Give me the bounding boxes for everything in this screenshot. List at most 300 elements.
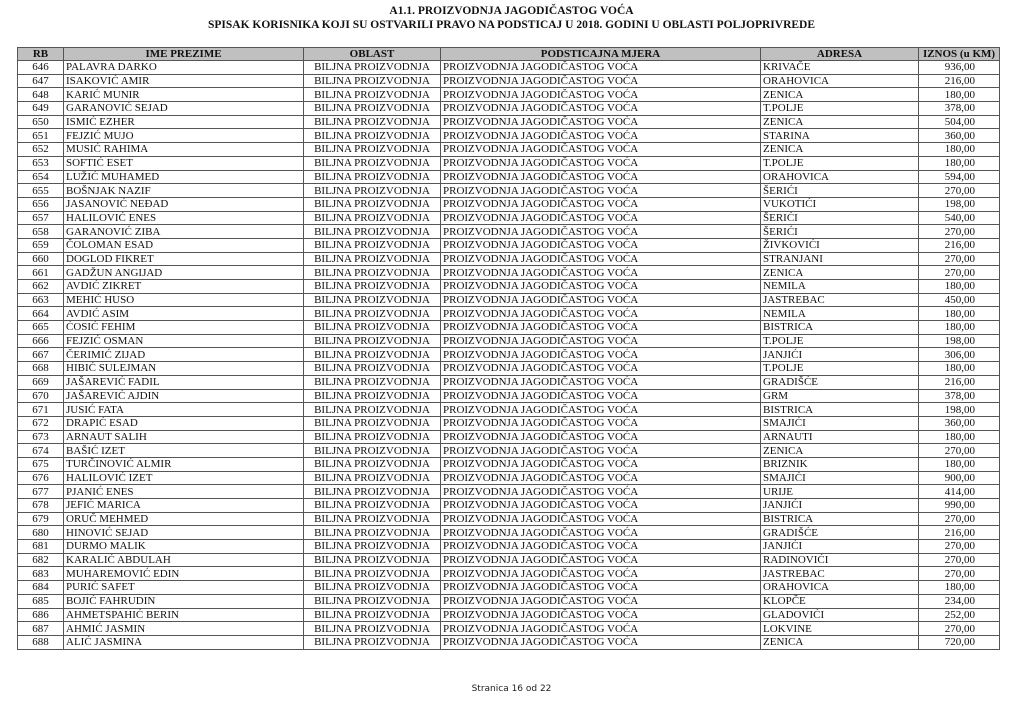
cell-mjera: PROIZVODNJA JAGODIČASTOG VOĆA xyxy=(441,389,761,403)
cell-oblast: BILJNA PROIZVODNJA xyxy=(304,61,441,75)
cell-mjera: PROIZVODNJA JAGODIČASTOG VOĆA xyxy=(441,512,761,526)
cell-iznos: 216,00 xyxy=(919,74,1000,88)
cell-adresa: ARNAUTI xyxy=(761,430,919,444)
cell-iznos: 360,00 xyxy=(919,416,1000,430)
cell-mjera: PROIZVODNJA JAGODIČASTOG VOĆA xyxy=(441,553,761,567)
cell-rb: 656 xyxy=(18,197,64,211)
cell-iznos: 180,00 xyxy=(919,321,1000,335)
cell-iznos: 270,00 xyxy=(919,444,1000,458)
cell-rb: 659 xyxy=(18,238,64,252)
cell-oblast: BILJNA PROIZVODNJA xyxy=(304,622,441,636)
table-row xyxy=(18,74,1000,88)
cell-oblast: BILJNA PROIZVODNJA xyxy=(304,280,441,294)
cell-oblast: BILJNA PROIZVODNJA xyxy=(304,115,441,129)
cell-rb: 663 xyxy=(18,293,64,307)
cell-adresa: SMAJIĆI xyxy=(761,416,919,430)
cell-iznos: 360,00 xyxy=(919,129,1000,143)
cell-oblast: BILJNA PROIZVODNJA xyxy=(304,416,441,430)
cell-adresa: NEMILA xyxy=(761,280,919,294)
table-row xyxy=(18,348,1000,362)
cell-adresa: BISTRICA xyxy=(761,321,919,335)
cell-adresa: ZENICA xyxy=(761,635,919,649)
cell-rb: 688 xyxy=(18,635,64,649)
table-row xyxy=(18,416,1000,430)
cell-name: FEJZIĆ OSMAN xyxy=(64,334,304,348)
cell-iznos: 720,00 xyxy=(919,635,1000,649)
cell-mjera: PROIZVODNJA JAGODIČASTOG VOĆA xyxy=(441,485,761,499)
cell-name: MEHIĆ HUSO xyxy=(64,293,304,307)
cell-rb: 675 xyxy=(18,457,64,471)
cell-rb: 667 xyxy=(18,348,64,362)
cell-mjera: PROIZVODNJA JAGODIČASTOG VOĆA xyxy=(441,540,761,554)
cell-mjera: PROIZVODNJA JAGODIČASTOG VOĆA xyxy=(441,156,761,170)
cell-adresa: ŽIVKOVIĆI xyxy=(761,238,919,252)
cell-iznos: 180,00 xyxy=(919,143,1000,157)
cell-adresa: JASTREBAC xyxy=(761,567,919,581)
table-row xyxy=(18,266,1000,280)
table-row xyxy=(18,156,1000,170)
cell-iznos: 198,00 xyxy=(919,197,1000,211)
cell-name: FEJZIĆ MUJO xyxy=(64,129,304,143)
cell-iznos: 990,00 xyxy=(919,499,1000,513)
cell-mjera: PROIZVODNJA JAGODIČASTOG VOĆA xyxy=(441,622,761,636)
cell-adresa: NEMILA xyxy=(761,307,919,321)
cell-mjera: PROIZVODNJA JAGODIČASTOG VOĆA xyxy=(441,403,761,417)
cell-iznos: 180,00 xyxy=(919,88,1000,102)
table-row xyxy=(18,553,1000,567)
table-row xyxy=(18,485,1000,499)
cell-mjera: PROIZVODNJA JAGODIČASTOG VOĆA xyxy=(441,61,761,75)
cell-mjera: PROIZVODNJA JAGODIČASTOG VOĆA xyxy=(441,184,761,198)
cell-adresa: T.POLJE xyxy=(761,102,919,116)
cell-iznos: 270,00 xyxy=(919,184,1000,198)
cell-oblast: BILJNA PROIZVODNJA xyxy=(304,567,441,581)
cell-rb: 650 xyxy=(18,115,64,129)
cell-oblast: BILJNA PROIZVODNJA xyxy=(304,184,441,198)
cell-rb: 685 xyxy=(18,594,64,608)
cell-adresa: ZENICA xyxy=(761,266,919,280)
table-row xyxy=(18,143,1000,157)
table-body xyxy=(18,61,1000,650)
cell-mjera: PROIZVODNJA JAGODIČASTOG VOĆA xyxy=(441,88,761,102)
cell-iznos: 270,00 xyxy=(919,225,1000,239)
cell-oblast: BILJNA PROIZVODNJA xyxy=(304,307,441,321)
cell-iznos: 252,00 xyxy=(919,608,1000,622)
document-title: A1.1. PROIZVODNJA JAGODIČASTOG VOĆA xyxy=(389,5,634,17)
cell-oblast: BILJNA PROIZVODNJA xyxy=(304,403,441,417)
table-row xyxy=(18,293,1000,307)
cell-rb: 660 xyxy=(18,252,64,266)
table-row xyxy=(18,512,1000,526)
cell-iznos: 198,00 xyxy=(919,403,1000,417)
table-row xyxy=(18,389,1000,403)
table-row xyxy=(18,115,1000,129)
table-row xyxy=(18,622,1000,636)
cell-adresa: ORAHOVICA xyxy=(761,581,919,595)
cell-name: ISMIĆ EZHER xyxy=(64,115,304,129)
cell-rb: 684 xyxy=(18,581,64,595)
cell-iznos: 270,00 xyxy=(919,540,1000,554)
cell-iznos: 936,00 xyxy=(919,61,1000,75)
cell-iznos: 180,00 xyxy=(919,581,1000,595)
cell-name: TURČINOVIĆ ALMIR xyxy=(64,457,304,471)
cell-oblast: BILJNA PROIZVODNJA xyxy=(304,156,441,170)
cell-mjera: PROIZVODNJA JAGODIČASTOG VOĆA xyxy=(441,362,761,376)
cell-name: DOGLOD FIKRET xyxy=(64,252,304,266)
cell-oblast: BILJNA PROIZVODNJA xyxy=(304,225,441,239)
cell-iznos: 234,00 xyxy=(919,594,1000,608)
cell-name: AVDIĆ ASIM xyxy=(64,307,304,321)
header-mjera: PODSTICAJNA MJERA xyxy=(441,48,761,61)
cell-oblast: BILJNA PROIZVODNJA xyxy=(304,238,441,252)
cell-rb: 678 xyxy=(18,499,64,513)
cell-adresa: ŠERIĆI xyxy=(761,211,919,225)
cell-adresa: JANJIĆI xyxy=(761,540,919,554)
cell-adresa: JASTREBAC xyxy=(761,293,919,307)
cell-iznos: 378,00 xyxy=(919,389,1000,403)
cell-rb: 665 xyxy=(18,321,64,335)
cell-name: JASANOVIĆ NEĐAD xyxy=(64,197,304,211)
cell-iznos: 180,00 xyxy=(919,430,1000,444)
cell-rb: 669 xyxy=(18,375,64,389)
cell-iznos: 270,00 xyxy=(919,512,1000,526)
cell-rb: 649 xyxy=(18,102,64,116)
cell-iznos: 378,00 xyxy=(919,102,1000,116)
cell-name: DRAPIĆ ESAD xyxy=(64,416,304,430)
cell-rb: 661 xyxy=(18,266,64,280)
cell-mjera: PROIZVODNJA JAGODIČASTOG VOĆA xyxy=(441,225,761,239)
cell-adresa: T.POLJE xyxy=(761,362,919,376)
cell-adresa: KLOPČE xyxy=(761,594,919,608)
cell-rb: 647 xyxy=(18,74,64,88)
cell-rb: 670 xyxy=(18,389,64,403)
cell-name: ĆOSIĆ FEHIM xyxy=(64,321,304,335)
cell-oblast: BILJNA PROIZVODNJA xyxy=(304,74,441,88)
cell-adresa: JANJIĆI xyxy=(761,348,919,362)
cell-rb: 674 xyxy=(18,444,64,458)
cell-rb: 655 xyxy=(18,184,64,198)
cell-adresa: VUKOTIĆI xyxy=(761,197,919,211)
cell-oblast: BILJNA PROIZVODNJA xyxy=(304,471,441,485)
cell-rb: 652 xyxy=(18,143,64,157)
cell-name: HIBIĆ SULEJMAN xyxy=(64,362,304,376)
cell-mjera: PROIZVODNJA JAGODIČASTOG VOĆA xyxy=(441,115,761,129)
cell-name: JAŠAREVIĆ FADIL xyxy=(64,375,304,389)
cell-name: GADŽUN ANGIJAD xyxy=(64,266,304,280)
cell-oblast: BILJNA PROIZVODNJA xyxy=(304,485,441,499)
cell-mjera: PROIZVODNJA JAGODIČASTOG VOĆA xyxy=(441,581,761,595)
cell-mjera: PROIZVODNJA JAGODIČASTOG VOĆA xyxy=(441,430,761,444)
cell-rb: 654 xyxy=(18,170,64,184)
cell-adresa: T.POLJE xyxy=(761,334,919,348)
cell-oblast: BILJNA PROIZVODNJA xyxy=(304,526,441,540)
cell-iznos: 270,00 xyxy=(919,622,1000,636)
cell-mjera: PROIZVODNJA JAGODIČASTOG VOĆA xyxy=(441,567,761,581)
cell-iznos: 198,00 xyxy=(919,334,1000,348)
cell-iznos: 180,00 xyxy=(919,280,1000,294)
table-row xyxy=(18,129,1000,143)
cell-rb: 676 xyxy=(18,471,64,485)
cell-oblast: BILJNA PROIZVODNJA xyxy=(304,252,441,266)
cell-mjera: PROIZVODNJA JAGODIČASTOG VOĆA xyxy=(441,129,761,143)
cell-oblast: BILJNA PROIZVODNJA xyxy=(304,581,441,595)
cell-mjera: PROIZVODNJA JAGODIČASTOG VOĆA xyxy=(441,238,761,252)
cell-rb: 672 xyxy=(18,416,64,430)
cell-mjera: PROIZVODNJA JAGODIČASTOG VOĆA xyxy=(441,74,761,88)
table-row xyxy=(18,540,1000,554)
header-oblast: OBLAST xyxy=(304,48,441,61)
cell-iznos: 180,00 xyxy=(919,457,1000,471)
table-row xyxy=(18,471,1000,485)
table-row xyxy=(18,403,1000,417)
cell-rb: 662 xyxy=(18,280,64,294)
cell-name: MUHAREMOVIĆ EDIN xyxy=(64,567,304,581)
cell-mjera: PROIZVODNJA JAGODIČASTOG VOĆA xyxy=(441,334,761,348)
cell-mjera: PROIZVODNJA JAGODIČASTOG VOĆA xyxy=(441,444,761,458)
cell-mjera: PROIZVODNJA JAGODIČASTOG VOĆA xyxy=(441,416,761,430)
cell-iznos: 216,00 xyxy=(919,526,1000,540)
cell-name: MUSIĆ RAHIMA xyxy=(64,143,304,157)
cell-name: LUŽIĆ MUHAMED xyxy=(64,170,304,184)
cell-mjera: PROIZVODNJA JAGODIČASTOG VOĆA xyxy=(441,321,761,335)
cell-oblast: BILJNA PROIZVODNJA xyxy=(304,375,441,389)
cell-name: JUSIĆ FATA xyxy=(64,403,304,417)
cell-oblast: BILJNA PROIZVODNJA xyxy=(304,266,441,280)
cell-rb: 664 xyxy=(18,307,64,321)
cell-oblast: BILJNA PROIZVODNJA xyxy=(304,512,441,526)
cell-name: KARALIĆ ABDULAH xyxy=(64,553,304,567)
cell-mjera: PROIZVODNJA JAGODIČASTOG VOĆA xyxy=(441,252,761,266)
cell-adresa: GRADIŠĆE xyxy=(761,375,919,389)
cell-adresa: GLADOVIĆI xyxy=(761,608,919,622)
cell-oblast: BILJNA PROIZVODNJA xyxy=(304,129,441,143)
cell-rb: 657 xyxy=(18,211,64,225)
cell-oblast: BILJNA PROIZVODNJA xyxy=(304,197,441,211)
cell-name: JAŠAREVIĆ AJDIN xyxy=(64,389,304,403)
table-row xyxy=(18,280,1000,294)
cell-adresa: JANJIĆI xyxy=(761,499,919,513)
cell-iznos: 270,00 xyxy=(919,252,1000,266)
page-number: Stranica 16 od 22 xyxy=(471,684,552,694)
table-row xyxy=(18,307,1000,321)
cell-rb: 677 xyxy=(18,485,64,499)
cell-adresa: GRADIŠĆE xyxy=(761,526,919,540)
document-subtitle: SPISAK KORISNIKA KOJI SU OSTVARILI PRAVO NA PODSTICAJ U 2018. GODINI U OBLASTI POLJOPRIVREDE xyxy=(207,19,816,31)
table-row xyxy=(18,567,1000,581)
cell-adresa: STRANJANI xyxy=(761,252,919,266)
table-row xyxy=(18,362,1000,376)
cell-rb: 681 xyxy=(18,540,64,554)
cell-iznos: 180,00 xyxy=(919,362,1000,376)
cell-iznos: 180,00 xyxy=(919,307,1000,321)
cell-mjera: PROIZVODNJA JAGODIČASTOG VOĆA xyxy=(441,266,761,280)
cell-rb: 671 xyxy=(18,403,64,417)
cell-mjera: PROIZVODNJA JAGODIČASTOG VOĆA xyxy=(441,635,761,649)
cell-iznos: 180,00 xyxy=(919,156,1000,170)
cell-oblast: BILJNA PROIZVODNJA xyxy=(304,389,441,403)
cell-name: SOFTIĆ ESET xyxy=(64,156,304,170)
table-row xyxy=(18,430,1000,444)
cell-iznos: 306,00 xyxy=(919,348,1000,362)
table-header-row xyxy=(18,48,1000,61)
cell-mjera: PROIZVODNJA JAGODIČASTOG VOĆA xyxy=(441,170,761,184)
cell-name: ARNAUT SALIH xyxy=(64,430,304,444)
table-row xyxy=(18,321,1000,335)
cell-oblast: BILJNA PROIZVODNJA xyxy=(304,143,441,157)
cell-oblast: BILJNA PROIZVODNJA xyxy=(304,430,441,444)
beneficiary-table xyxy=(17,47,1000,650)
cell-oblast: BILJNA PROIZVODNJA xyxy=(304,170,441,184)
cell-oblast: BILJNA PROIZVODNJA xyxy=(304,594,441,608)
cell-name: AHMETSPAHIĆ BERIN xyxy=(64,608,304,622)
cell-iznos: 270,00 xyxy=(919,266,1000,280)
table-row xyxy=(18,238,1000,252)
cell-iznos: 270,00 xyxy=(919,567,1000,581)
cell-adresa: BISTRICA xyxy=(761,512,919,526)
cell-name: BOŠNJAK NAZIF xyxy=(64,184,304,198)
table-row xyxy=(18,499,1000,513)
cell-rb: 680 xyxy=(18,526,64,540)
table-row xyxy=(18,594,1000,608)
cell-mjera: PROIZVODNJA JAGODIČASTOG VOĆA xyxy=(441,280,761,294)
cell-name: PALAVRA DARKO xyxy=(64,61,304,75)
cell-rb: 666 xyxy=(18,334,64,348)
cell-oblast: BILJNA PROIZVODNJA xyxy=(304,608,441,622)
cell-adresa: KRIVAČE xyxy=(761,61,919,75)
cell-rb: 673 xyxy=(18,430,64,444)
cell-oblast: BILJNA PROIZVODNJA xyxy=(304,499,441,513)
cell-iznos: 900,00 xyxy=(919,471,1000,485)
cell-iznos: 216,00 xyxy=(919,375,1000,389)
cell-name: BOJIĆ FAHRUDIN xyxy=(64,594,304,608)
table-row xyxy=(18,444,1000,458)
cell-name: ISAKOVIĆ AMIR xyxy=(64,74,304,88)
header-iznos: IZNOS (u KM) xyxy=(919,48,1000,61)
cell-mjera: PROIZVODNJA JAGODIČASTOG VOĆA xyxy=(441,375,761,389)
cell-oblast: BILJNA PROIZVODNJA xyxy=(304,102,441,116)
cell-name: KARIĆ MUNIR xyxy=(64,88,304,102)
table-row xyxy=(18,211,1000,225)
cell-rb: 687 xyxy=(18,622,64,636)
cell-name: HALILOVIĆ ENES xyxy=(64,211,304,225)
cell-adresa: SMAJIĆI xyxy=(761,471,919,485)
cell-mjera: PROIZVODNJA JAGODIČASTOG VOĆA xyxy=(441,197,761,211)
cell-mjera: PROIZVODNJA JAGODIČASTOG VOĆA xyxy=(441,211,761,225)
table-row xyxy=(18,252,1000,266)
cell-oblast: BILJNA PROIZVODNJA xyxy=(304,88,441,102)
cell-rb: 651 xyxy=(18,129,64,143)
cell-mjera: PROIZVODNJA JAGODIČASTOG VOĆA xyxy=(441,348,761,362)
cell-name: PURIĆ SAFET xyxy=(64,581,304,595)
header-name: IME PREZIME xyxy=(64,48,304,61)
cell-rb: 658 xyxy=(18,225,64,239)
cell-name: ORUČ MEHMED xyxy=(64,512,304,526)
cell-oblast: BILJNA PROIZVODNJA xyxy=(304,553,441,567)
cell-rb: 648 xyxy=(18,88,64,102)
cell-adresa: ZENICA xyxy=(761,115,919,129)
cell-mjera: PROIZVODNJA JAGODIČASTOG VOĆA xyxy=(441,499,761,513)
cell-name: AVDIĆ ZIKRET xyxy=(64,280,304,294)
cell-rb: 686 xyxy=(18,608,64,622)
cell-name: HALILOVIĆ IZET xyxy=(64,471,304,485)
cell-oblast: BILJNA PROIZVODNJA xyxy=(304,457,441,471)
table-row xyxy=(18,197,1000,211)
cell-adresa: ŠERIĆI xyxy=(761,184,919,198)
cell-name: GARANOVIĆ ZIBA xyxy=(64,225,304,239)
cell-adresa: RADINOVIĆI xyxy=(761,553,919,567)
cell-mjera: PROIZVODNJA JAGODIČASTOG VOĆA xyxy=(441,594,761,608)
header-adresa: ADRESA xyxy=(761,48,919,61)
cell-name: AHMIĆ JASMIN xyxy=(64,622,304,636)
table-row xyxy=(18,61,1000,75)
cell-iznos: 270,00 xyxy=(919,553,1000,567)
table-row xyxy=(18,88,1000,102)
table-row xyxy=(18,170,1000,184)
table-row xyxy=(18,184,1000,198)
cell-mjera: PROIZVODNJA JAGODIČASTOG VOĆA xyxy=(441,471,761,485)
cell-iznos: 216,00 xyxy=(919,238,1000,252)
cell-name: HINOVIĆ SEJAD xyxy=(64,526,304,540)
cell-oblast: BILJNA PROIZVODNJA xyxy=(304,334,441,348)
cell-oblast: BILJNA PROIZVODNJA xyxy=(304,362,441,376)
cell-name: PJANIĆ ENES xyxy=(64,485,304,499)
cell-oblast: BILJNA PROIZVODNJA xyxy=(304,444,441,458)
table-row xyxy=(18,581,1000,595)
cell-oblast: BILJNA PROIZVODNJA xyxy=(304,540,441,554)
cell-oblast: BILJNA PROIZVODNJA xyxy=(304,348,441,362)
cell-mjera: PROIZVODNJA JAGODIČASTOG VOĆA xyxy=(441,293,761,307)
cell-iznos: 414,00 xyxy=(919,485,1000,499)
table-row xyxy=(18,102,1000,116)
cell-iznos: 594,00 xyxy=(919,170,1000,184)
table-row xyxy=(18,334,1000,348)
cell-mjera: PROIZVODNJA JAGODIČASTOG VOĆA xyxy=(441,608,761,622)
cell-rb: 646 xyxy=(18,61,64,75)
cell-rb: 682 xyxy=(18,553,64,567)
cell-adresa: ZENICA xyxy=(761,88,919,102)
cell-rb: 653 xyxy=(18,156,64,170)
table-row xyxy=(18,608,1000,622)
cell-name: DURMO MALIK xyxy=(64,540,304,554)
cell-name: ČOLOMAN ESAD xyxy=(64,238,304,252)
cell-oblast: BILJNA PROIZVODNJA xyxy=(304,293,441,307)
cell-iznos: 450,00 xyxy=(919,293,1000,307)
cell-iznos: 504,00 xyxy=(919,115,1000,129)
cell-mjera: PROIZVODNJA JAGODIČASTOG VOĆA xyxy=(441,307,761,321)
table-row xyxy=(18,526,1000,540)
cell-mjera: PROIZVODNJA JAGODIČASTOG VOĆA xyxy=(441,526,761,540)
table-row xyxy=(18,375,1000,389)
cell-adresa: ORAHOVICA xyxy=(761,170,919,184)
cell-adresa: ZENICA xyxy=(761,143,919,157)
cell-mjera: PROIZVODNJA JAGODIČASTOG VOĆA xyxy=(441,143,761,157)
cell-rb: 683 xyxy=(18,567,64,581)
cell-rb: 679 xyxy=(18,512,64,526)
cell-adresa: GRM xyxy=(761,389,919,403)
header-rb: RB xyxy=(18,48,64,61)
cell-adresa: BISTRICA xyxy=(761,403,919,417)
cell-adresa: LOKVINE xyxy=(761,622,919,636)
cell-mjera: PROIZVODNJA JAGODIČASTOG VOĆA xyxy=(441,102,761,116)
cell-oblast: BILJNA PROIZVODNJA xyxy=(304,211,441,225)
cell-name: BAŠIĆ IZET xyxy=(64,444,304,458)
cell-rb: 668 xyxy=(18,362,64,376)
cell-adresa: STARINA xyxy=(761,129,919,143)
cell-oblast: BILJNA PROIZVODNJA xyxy=(304,635,441,649)
cell-oblast: BILJNA PROIZVODNJA xyxy=(304,321,441,335)
cell-adresa: ZENICA xyxy=(761,444,919,458)
cell-adresa: ŠERIĆI xyxy=(761,225,919,239)
